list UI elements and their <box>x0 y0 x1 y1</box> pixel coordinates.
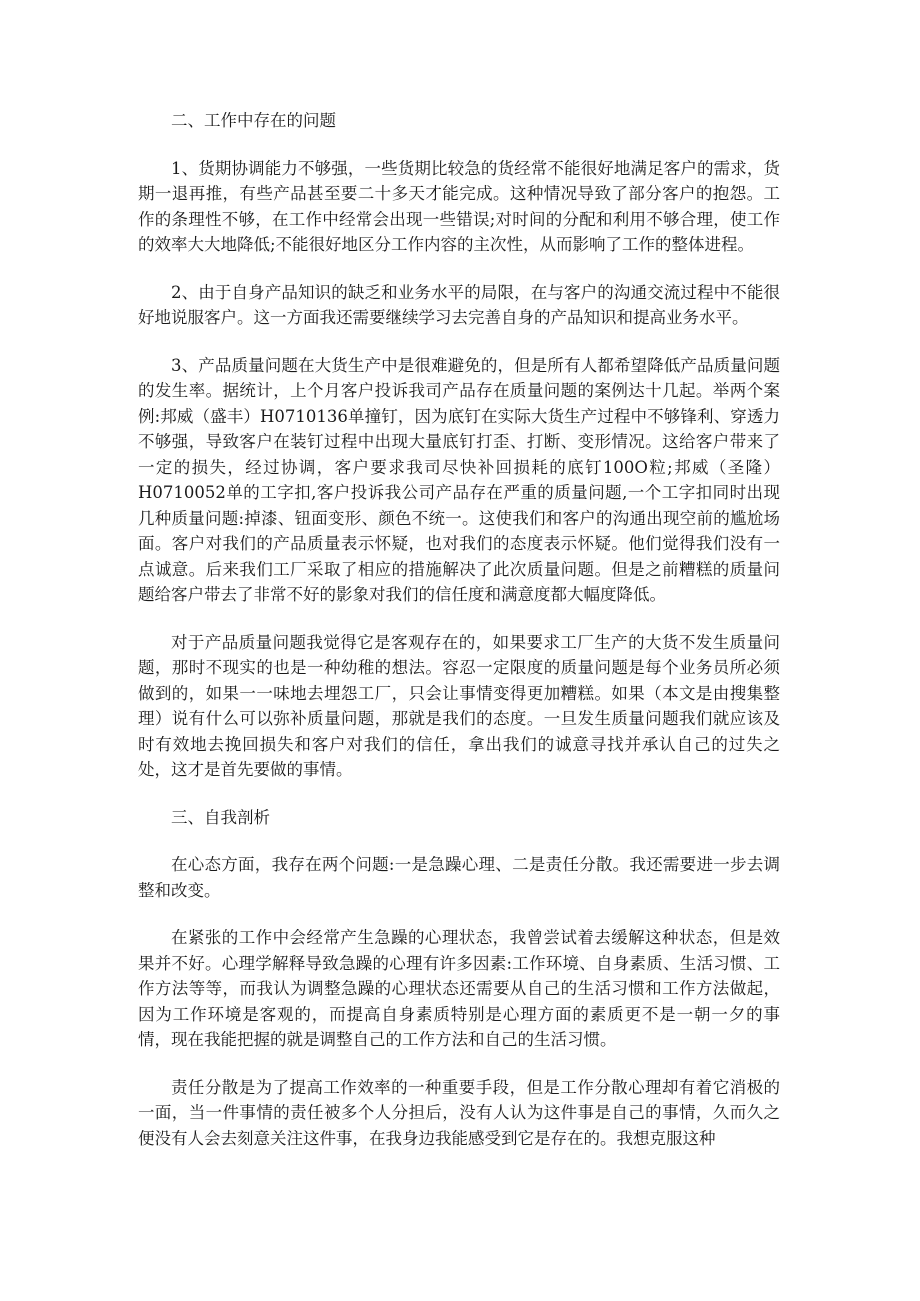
document-body <box>138 108 780 1173</box>
section-heading-self-analysis: 三、自我剖析 <box>171 807 270 827</box>
paragraph-product-knowledge: 2、由于自身产品知识的缺乏和业务水平的局限，在与客户的沟通交流过程中不能很好地说服客户。这一方面我还需要继续学习去完善自身的产品知识和提高业务水平。 <box>138 282 780 327</box>
section-heading-problems: 二、工作中存在的问题 <box>171 111 336 130</box>
paragraph-quality-issues: 3、产品质量问题在大货生产中是很难避免的，但是所有人都希望降低产品质量问题的发生率。据统计，上个月客户投诉我司产品存在质量问题的案例达十几起。举两个案例:邦威（盛丰）H0710136单撞钉，因为底钉在实际大货生产过程中不够锋利、穿透力不够强，导致客户在装钉过程中出现大量底钉打歪、打断、变形情况。这给客户带来了一定的损失，经过协调，客户要求我司尽快补回损耗的底钉100O粒;邦威（圣隆）H0710052单的工字扣,客户投诉我公司产品存在严重的质量问题,一个工字扣同时出现几种质量问题:掉漆、钮面变形、颜色不统一。这使我们和客户的沟通出现空前的尴尬场面。客户对我们的产品质量表示怀疑，也对我们的态度表示怀疑。他们觉得我们没有一点诚意。后来我们工厂采取了相应的措施解决了此次质量问题。但是之前糟糕的质量问题给客户带去了非常不好的影象对我们的信任度和满意度都大幅度降低。 <box>138 355 780 604</box>
paragraph-delivery-coordination: 1、货期协调能力不够强，一些货期比较急的货经常不能很好地满足客户的需求，货期一退再推，有些产品甚至要二十多天才能完成。这种情况导致了部分客户的抱怨。工作的条理性不够，在工作中经常会出现一些错误;对时间的分配和利用不够合理，使工作的效率大大地降低;不能很好地区分工作内容的主次性，从而影响了工作的整体进程。 <box>138 158 780 254</box>
paragraph-mindset: 在心态方面，我存在两个问题:一是急躁心理、二是责任分散。我还需要进一步去调整和改变。 <box>138 855 780 900</box>
paragraph-quality-attitude: 对于产品质量问题我觉得它是客观存在的，如果要求工厂生产的大货不发生质量问题，那时不现实的也是一种幼稚的想法。容忍一定限度的质量问题是每个业务员所必须做到的，如果一一味地去埋怨工厂，只会让事情变得更加糟糕。如果（本文是由搜集整理）说有什么可以弥补质量问题，那就是我们的态度。一旦发生质量问题我们就应该及时有效地去挽回损失和客户对我们的信任，拿出我们的诚意寻找并承认自己的过失之处，这才是首先要做的事情。 <box>138 632 780 779</box>
paragraph-impatience: 在紧张的工作中会经常产生急躁的心理状态，我曾尝试着去缓解这种状态，但是效果并不好。心理学解释导致急躁的心理有许多因素:工作环境、自身素质、生活习惯、工作方法等等，而我认为调整急躁的心理状态还需要从自己的生活习惯和工作方法做起，因为工作环境是客观的，而提高自身素质特别是心理方面的素质更不是一朝一夕的事情，现在我能把握的就是调整自己的工作方法和自己的生活习惯。 <box>138 928 780 1049</box>
paragraph-responsibility-diffusion: 责任分散是为了提高工作效率的一种重要手段，但是工作分散心理却有着它消极的一面，当一件事情的责任被多个人分担后，没有人认为这件事是自己的事情，久而久之便没有人会去刻意关注这件事，在我身边我能感受到它是存在的。我想克服这种 <box>138 1077 780 1148</box>
